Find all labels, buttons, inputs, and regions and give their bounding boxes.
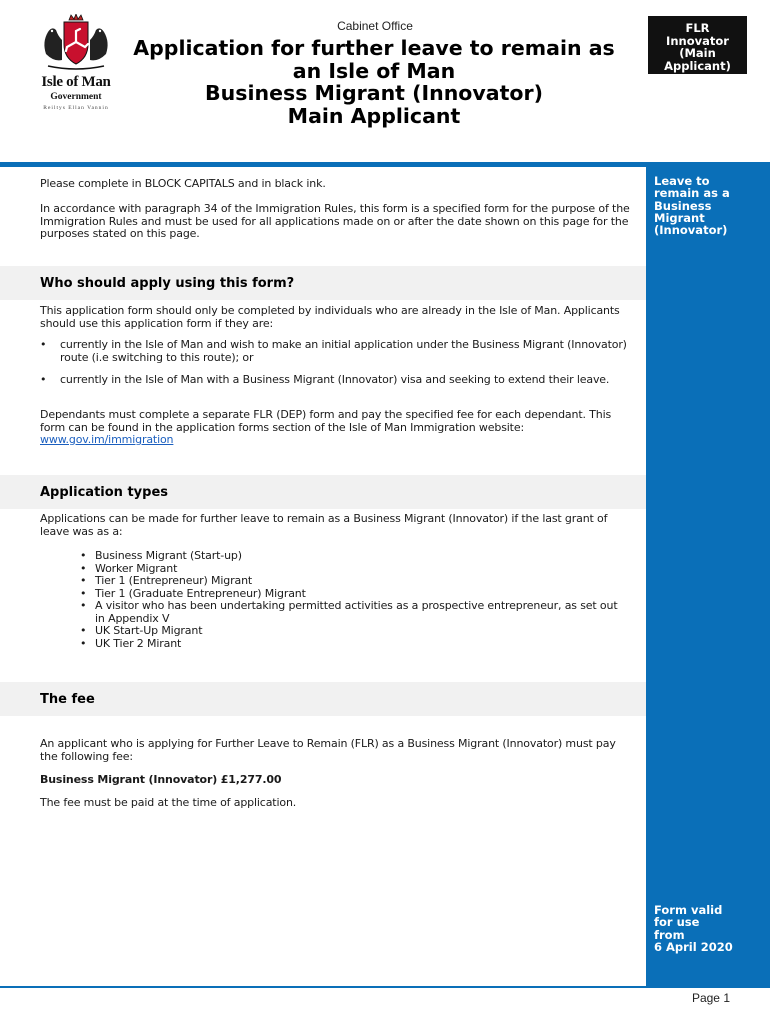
title-line: an Isle of Man — [292, 58, 456, 83]
fee-amount: Business Migrant (Innovator) £1,277.00 — [40, 773, 282, 786]
sidebar-line: (Innovator) — [654, 223, 728, 238]
badge-line: Innovator — [666, 33, 729, 48]
badge-line: Applicant) — [664, 58, 731, 73]
sidebar-line: Form valid — [654, 903, 723, 917]
sidebar-valid-from — [654, 904, 754, 953]
list-item: • UK Start-Up Migrant — [80, 625, 630, 638]
title-line: Main Applicant — [287, 103, 461, 128]
section-heading-types: Application types — [40, 485, 168, 500]
fee-paragraph: An applicant who is applying for Further Leave to Remain (FLR) as a Business Migrant (Innovator) must pay the following fee: — [40, 737, 616, 763]
list-item: • currently in the Isle of Man and wish to make an initial application under the Business Migrant (Innovator) route (i.e switching to this route); or — [40, 339, 630, 364]
list-item: • Tier 1 (Graduate Entrepreneur) Migrant — [80, 588, 630, 601]
list-item: • Tier 1 (Entrepreneur) Migrant — [80, 575, 630, 588]
section-band-fee — [0, 682, 646, 716]
sidebar-line: for use — [654, 915, 700, 930]
dependants-paragraph — [40, 409, 630, 447]
intro-paragraph: In accordance with paragraph 34 of the Immigration Rules, this form is a specified form for the purpose of the Immigration Rules and must be used for all applications made on or after the date shown on this page for the purposes stated on this page. — [40, 202, 630, 240]
badge-line: (Main — [679, 46, 716, 60]
list-item: • A visitor who has been undertaking permitted activities as a prospective entrepreneur, as set out in Appendix V — [80, 600, 630, 625]
logo-name: Isle of Man — [41, 74, 111, 90]
page-title — [120, 37, 628, 127]
sidebar-line: Migrant — [654, 210, 705, 225]
list-item: • Business Migrant (Start-up) — [80, 550, 630, 563]
types-paragraph: Applications can be made for further leave to remain as a Business Migrant (Innovator) if the last grant of leave was as a: — [40, 512, 608, 538]
page-number: Page 1 — [691, 991, 730, 1005]
immigration-website-link[interactable]: www.gov.im/immigration — [40, 433, 174, 446]
sidebar-line: remain as a — [654, 186, 730, 201]
logo-government: Government — [50, 92, 102, 102]
types-bullet-list — [80, 550, 630, 650]
list-item: • Worker Migrant — [80, 563, 630, 576]
office-name: Cabinet Office — [337, 19, 413, 33]
title-line: Business Migrant (Innovator) — [205, 81, 543, 105]
sidebar-route-label — [654, 175, 754, 236]
sidebar-line: Business — [654, 198, 712, 213]
intro-instruction: Please complete in BLOCK CAPITALS and in black ink. — [40, 177, 326, 190]
dependants-text: Dependants must complete a separate FLR (DEP) form and pay the specified fee for each dependant. This form can be found in the application forms section of the Isle of Man Immigration website: — [40, 408, 612, 434]
sidebar-panel — [646, 162, 770, 986]
list-item: • UK Tier 2 Mirant — [80, 638, 630, 651]
badge-line: FLR — [685, 21, 710, 35]
title-line: Application for further leave to remain as — [133, 36, 615, 60]
who-bullet-list — [40, 339, 630, 397]
list-item: • currently in the Isle of Man with a Business Migrant (Innovator) visa and seeking to extend their leave. — [40, 374, 630, 387]
sidebar-line: from — [654, 927, 685, 942]
who-paragraph: This application form should only be completed by individuals who are already in the Isle of Man. Applicants should use this application form if they are: — [40, 304, 620, 330]
logo-motto: Reiltys Ellan Vannin — [43, 105, 109, 111]
fee-payment-note: The fee must be paid at the time of application. — [40, 796, 297, 809]
form-code-badge — [648, 16, 747, 74]
sidebar-line: 6 April 2020 — [654, 939, 733, 954]
sidebar-line: Leave to — [654, 174, 710, 188]
bottom-accent-bar — [0, 986, 770, 988]
section-heading-who: Who should apply using this form? — [40, 276, 295, 291]
section-heading-fee: The fee — [40, 692, 95, 707]
